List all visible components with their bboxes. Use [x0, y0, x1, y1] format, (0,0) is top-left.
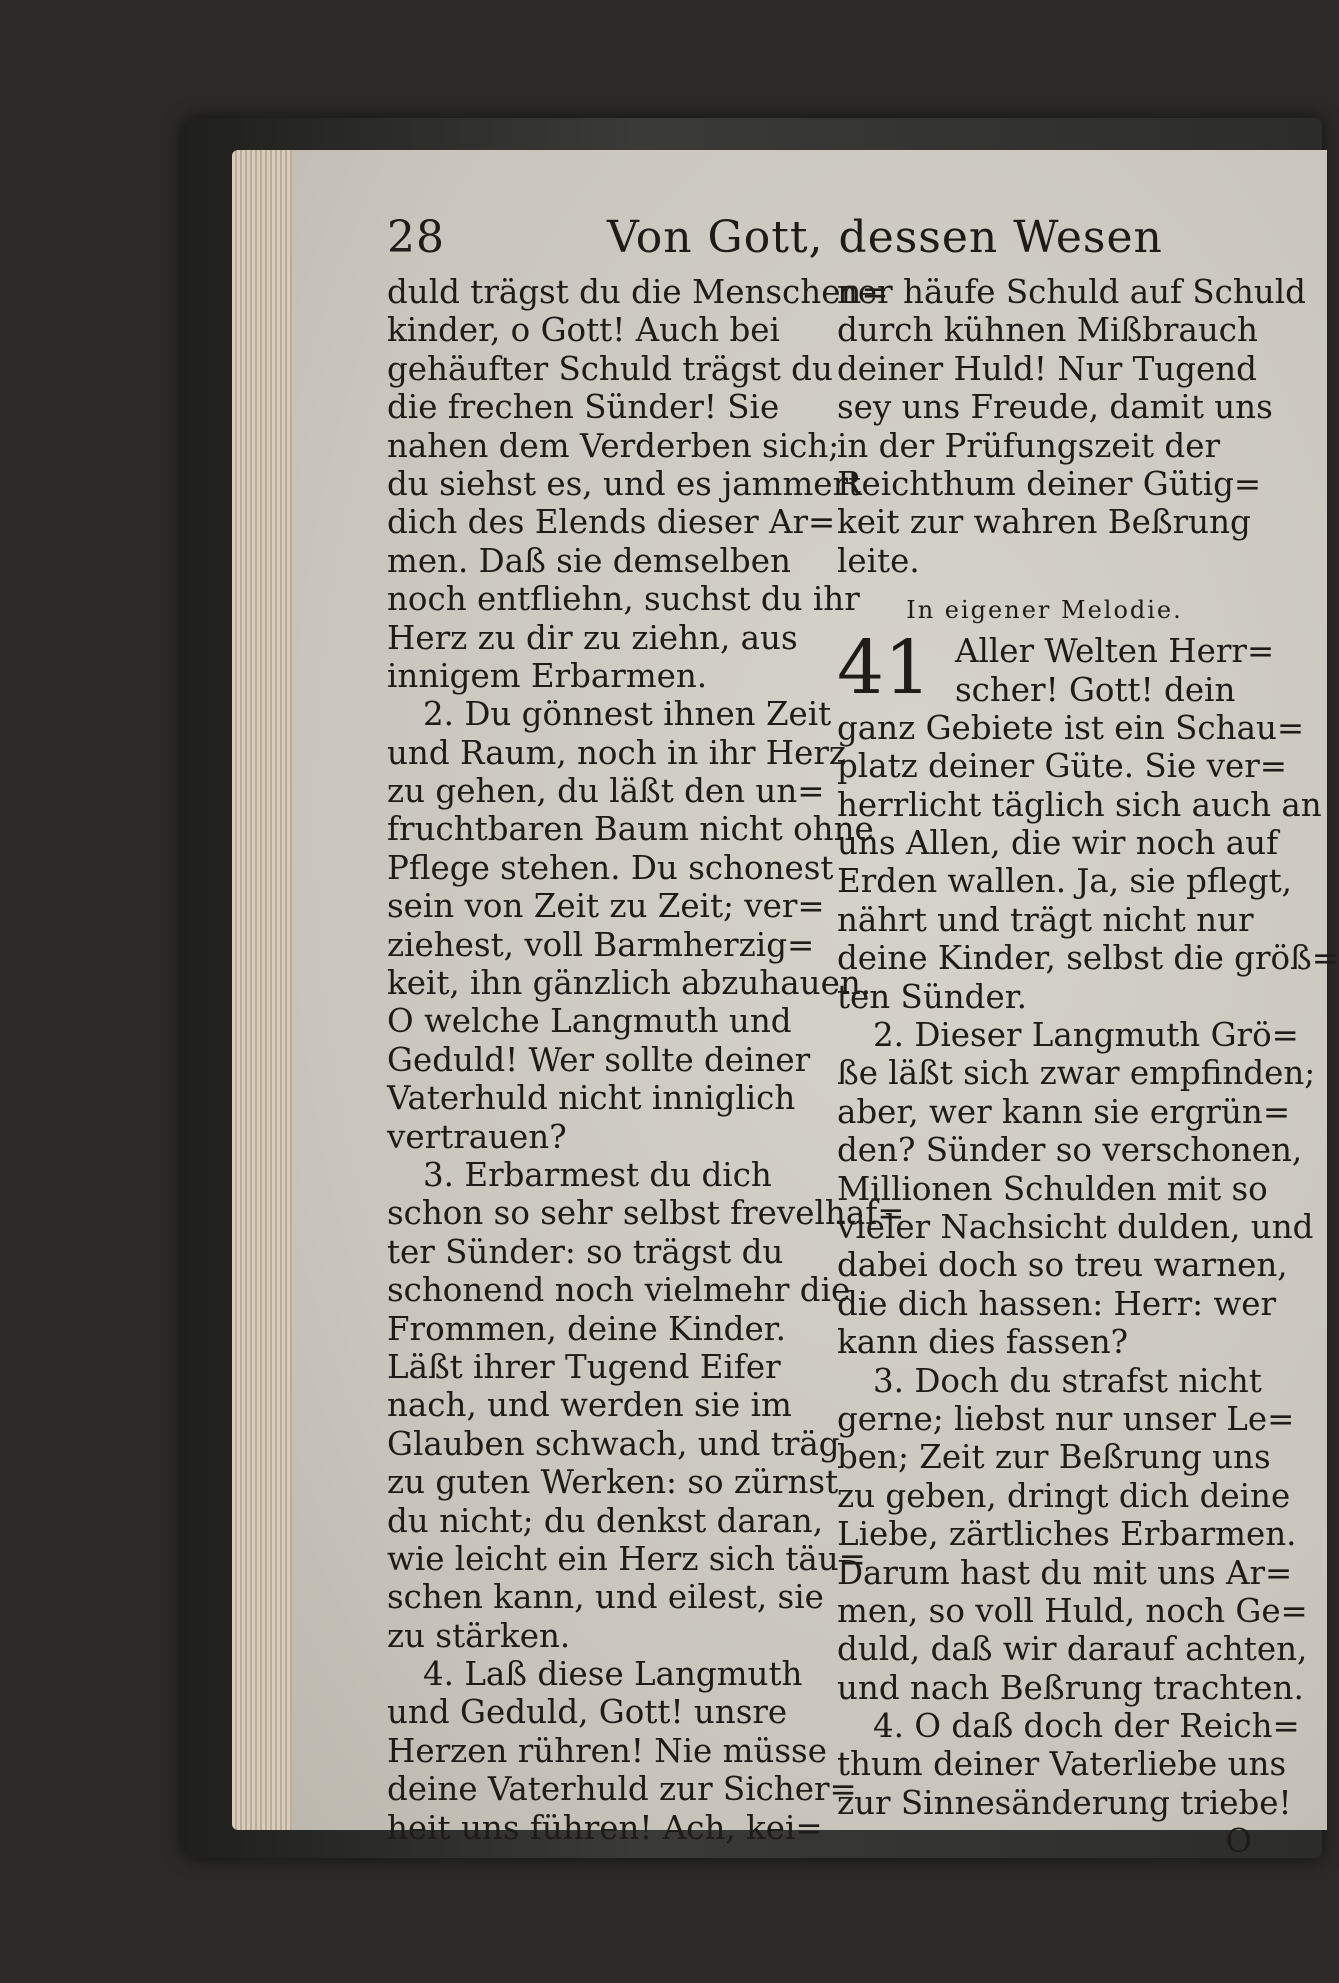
text-line: zu gehen, du läßt den un=: [387, 772, 825, 811]
text-line: den? Sünder so verschonen,: [837, 1131, 1303, 1170]
text-line: 2. Dieser Langmuth Grö=: [873, 1016, 1299, 1055]
text-line: wie leicht ein Herz sich täu=: [387, 1539, 866, 1578]
text-line: schonend noch vielmehr die: [387, 1271, 851, 1310]
text-line: Reichthum deiner Gütig=: [837, 464, 1262, 503]
text-line: ganz Gebiete ist ein Schau=: [837, 708, 1305, 747]
text-line: Herz zu dir zu ziehn, aus: [387, 618, 798, 657]
hymn-second-line: scher! Gott! dein: [955, 670, 1236, 709]
text-line: duld trägst du die Menschen=: [387, 273, 889, 311]
text-line: zu guten Werken: so zürnst: [387, 1463, 839, 1502]
text-line: Vaterhuld nicht inniglich: [387, 1079, 796, 1118]
text-line: keit, ihn gänzlich abzuhauen.: [387, 964, 872, 1003]
text-line: kann dies fassen?: [837, 1323, 1129, 1362]
text-line: nahen dem Verderben sich;: [387, 426, 840, 465]
text-line: 3. Erbarmest du dich: [423, 1155, 772, 1194]
text-line: in der Prüfungszeit der: [837, 426, 1220, 465]
text-line: ben; Zeit zur Beßrung uns: [837, 1438, 1271, 1477]
running-head: [387, 208, 1287, 268]
text-line: leite.: [837, 541, 920, 580]
text-line: ten Sünder.: [837, 977, 1028, 1016]
text-line: 2. Du gönnest ihnen Zeit: [423, 695, 832, 734]
text-line: Glauben schwach, und träg: [387, 1424, 840, 1463]
text-line: du nicht; du denkst daran,: [387, 1501, 824, 1540]
text-line: deine Kinder, selbst die größ=: [837, 939, 1339, 978]
text-line: und nach Beßrung trachten.: [837, 1668, 1304, 1707]
right-text-column: [837, 273, 1339, 1861]
text-line: 4. O daß doch der Reich=: [873, 1707, 1300, 1746]
text-line: aber, wer kann sie ergrün=: [837, 1092, 1291, 1131]
text-line: zu stärken.: [387, 1616, 571, 1655]
text-line: O welche Langmuth und: [387, 1002, 792, 1041]
text-line: 4. Laß diese Langmuth: [423, 1655, 803, 1694]
text-line: ter Sünder: so trägst du: [387, 1232, 784, 1271]
text-line: dich des Elends dieser Ar=: [387, 503, 836, 542]
text-line: heit uns führen! Ach, kei=: [387, 1808, 823, 1847]
text-line: ziehest, voll Barmherzig=: [387, 925, 815, 964]
text-line: Herzen rühren! Nie müsse: [387, 1731, 827, 1770]
text-line: gehäufter Schuld trägst du: [387, 349, 833, 388]
text-line: Darum hast du mit uns Ar=: [837, 1553, 1293, 1592]
page-number: 28: [387, 212, 445, 263]
running-title: Von Gott, dessen Wesen: [607, 212, 1163, 263]
text-line: vieler Nachsicht dulden, und: [837, 1208, 1314, 1246]
text-line: men. Daß sie demselben: [387, 541, 791, 580]
hymn-41-text: [837, 708, 1339, 1822]
text-line: schon so sehr selbst frevelhaf=: [387, 1194, 905, 1233]
text-line: ner häufe Schuld auf Schuld: [837, 273, 1306, 311]
text-line: keit zur wahren Beßrung: [837, 503, 1251, 542]
text-line: Geduld! Wer sollte deiner: [387, 1040, 811, 1079]
text-line: 3. Doch du strafst nicht: [873, 1361, 1262, 1400]
text-line: deine Vaterhuld zur Sicher=: [387, 1770, 857, 1809]
hymn-41-opening: [837, 625, 1275, 712]
text-line: kinder, o Gott! Auch bei: [387, 311, 780, 350]
text-line: zu geben, dringt dich deine: [837, 1476, 1291, 1515]
text-line: die frechen Sünder! Sie: [387, 388, 780, 427]
text-line: dabei doch so treu warnen,: [837, 1246, 1288, 1285]
text-line: platz deiner Güte. Sie ver=: [837, 747, 1287, 786]
text-line: vertrauen?: [387, 1117, 567, 1156]
text-line: uns Allen, die wir noch auf: [837, 824, 1279, 863]
text-line: Frommen, deine Kinder.: [387, 1309, 786, 1348]
text-line: Millionen Schulden mit so: [837, 1169, 1268, 1208]
text-line: und Raum, noch in ihr Herz: [387, 733, 847, 772]
catchword: O: [1225, 1822, 1252, 1861]
text-line: deiner Huld! Nur Tugend: [837, 349, 1257, 388]
text-line: men, so voll Huld, noch Ge=: [837, 1591, 1308, 1630]
hymn-first-line: Aller Welten Herr=: [955, 632, 1275, 671]
hymn-40-ending: [837, 273, 1306, 580]
text-line: sein von Zeit zu Zeit; ver=: [387, 887, 825, 926]
text-line: thum deiner Vaterliebe uns: [837, 1745, 1287, 1784]
text-line: fruchtbaren Baum nicht ohne: [387, 810, 874, 849]
text-line: Liebe, zärtliches Erbarmen.: [837, 1515, 1297, 1554]
text-line: ße läßt sich zwar empfinden;: [837, 1054, 1316, 1093]
text-line: du siehst es, und es jammert: [387, 464, 862, 503]
text-line: Läßt ihrer Tugend Eifer: [387, 1347, 781, 1386]
text-line: herrlicht täglich sich auch an: [837, 785, 1322, 824]
text-line: innigem Erbarmen.: [387, 656, 708, 695]
text-line: durch kühnen Mißbrauch: [837, 311, 1258, 350]
text-line: duld, daß wir darauf achten,: [837, 1630, 1308, 1669]
text-line: die dich hassen: Herr: wer: [837, 1284, 1277, 1323]
melody-note: In eigener Melodie.: [906, 596, 1183, 625]
book-page: [292, 150, 1339, 1861]
text-line: zur Sinnesänderung triebe!: [837, 1783, 1292, 1822]
text-line: nährt und trägt nicht nur: [837, 900, 1254, 939]
text-line: Erden wallen. Ja, sie pflegt,: [837, 862, 1292, 901]
hymn-number: 41: [837, 625, 932, 712]
text-line: sey uns Freude, damit uns: [837, 388, 1273, 427]
text-line: Pflege stehen. Du schonest: [387, 848, 834, 887]
text-line: und Geduld, Gott! unsre: [387, 1693, 788, 1732]
text-line: schen kann, und eilest, sie: [387, 1578, 824, 1617]
text-line: noch entfliehn, suchst du ihr: [387, 580, 860, 619]
text-line: gerne; liebst nur unser Le=: [837, 1399, 1295, 1438]
text-line: nach, und werden sie im: [387, 1386, 792, 1425]
